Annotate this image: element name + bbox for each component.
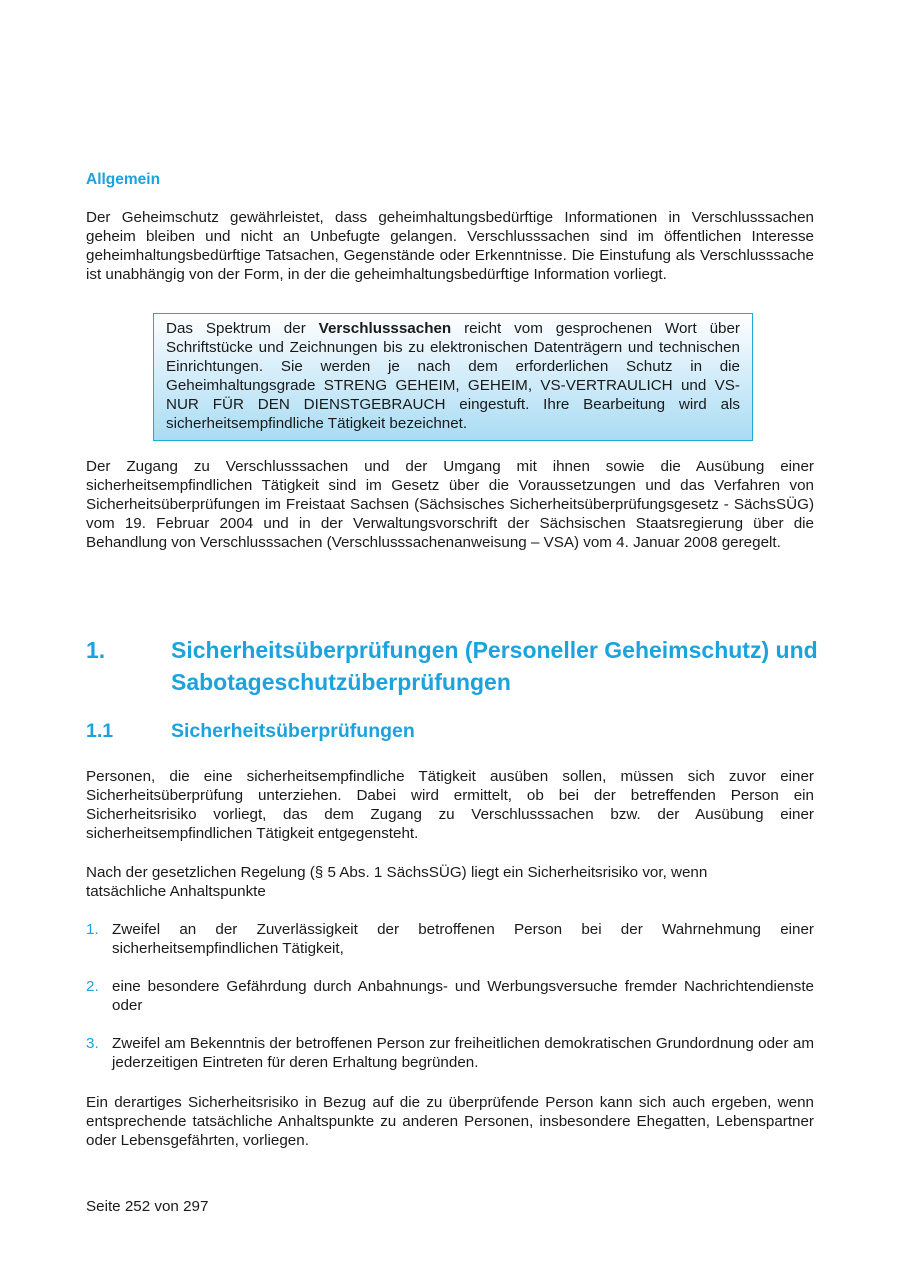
paragraph-legal-rule: Nach der gesetzlichen Regelung (§ 5 Abs. 1 SächsSÜG) liegt ein Sicherheitsrisiko vor, wenn tatsächliche Anhaltspunkte [86, 864, 708, 901]
chapter-number: 1. [86, 637, 106, 663]
list-item-text: Zweifel an der Zuverlässigkeit der betroffenen Person bei der Wahrnehmung einer sicherheitsempfindlichen Tätigkeit, [112, 921, 814, 958]
page-number-footer: Seite 252 von 297 [86, 1198, 209, 1215]
list-item [86, 1034, 814, 1072]
info-box-text-before: Das Spektrum der [166, 320, 319, 337]
chapter-title: Sicherheitsüberprüfungen (Personeller Geheimschutz) und Sabotageschutzüberprüfungen [171, 637, 818, 695]
subsection-number: 1.1 [86, 720, 114, 742]
list-item [86, 977, 814, 1015]
section-heading-allgemein: Allgemein [86, 171, 161, 188]
list-item-text: Zweifel am Bekenntnis der betroffenen Person zur freiheitlichen demokratischen Grundordnung oder am jederzeitigen Eintreten für deren Erhaltung begründen. [112, 1035, 814, 1072]
paragraph-related-persons: Ein derartiges Sicherheitsrisiko in Bezug auf die zu überprüfende Person kann sich auch ergeben, wenn entsprechende tatsächliche Anhaltspunkte zu anderen Personen, insbesondere Ehegatten, Lebenspartner oder Lebensgefährten, vorliegen. [86, 1094, 814, 1150]
paragraph-security-check: Personen, die eine sicherheitsempfindliche Tätigkeit ausüben sollen, müssen sich zuvor einer Sicherheitsüberprüfung unterziehen. Dabei wird ermittelt, ob bei der betreffenden Person ein Sicherheitsrisiko vorliegt, das dem Zugang zu Verschlusssachen bzw. der Ausübung einer sicherheitsempfindlichen Tätigkeit entgegensteht. [86, 768, 814, 843]
intro-paragraph: Der Geheimschutz gewährleistet, dass geheimhaltungsbedürftige Informationen in Verschlusssachen geheim bleiben und nicht an Unbefugte gelangen. Verschlusssachen sind im öffentlichen Interesse geheimhaltungsbedürftige Tatsachen, Gegenstände oder Erkenntnisse. Die Einstufung als Verschlusssache ist unabhängig von der Form, in der die geheimhaltungsbedürftige Information vorliegt. [86, 209, 814, 284]
subsection-title: Sicherheitsüberprüfungen [171, 720, 415, 742]
list-item [86, 920, 814, 958]
info-box [153, 313, 753, 441]
list-item-number: 3. [86, 1035, 99, 1052]
list-item-number: 1. [86, 921, 99, 938]
list-item-text: eine besondere Gefährdung durch Anbahnungs- und Werbungsversuche fremder Nachrichtendienste oder [112, 978, 814, 1015]
info-box-bold-term: Verschlusssachen [318, 320, 452, 337]
access-paragraph: Der Zugang zu Verschlusssachen und der Umgang mit ihnen sowie die Ausübung einer sicherheitsempfindlichen Tätigkeit sind im Gesetz über die Voraussetzungen und das Verfahren von Sicherheitsüberprüfungen im Freistaat Sachsen (Sächsisches Sicherheitsüberprüfungsgesetz - SächsSÜG) vom 19. Februar 2004 und in der Verwaltungsvorschrift der Sächsischen Staatsregierung über die Behandlung von Verschlusssachen (Verschlusssachenanweisung – VSA) vom 4. Januar 2008 geregelt. [86, 458, 814, 552]
list-item-number: 2. [86, 978, 99, 995]
info-box-text-after: reicht vom gesprochenen Wort über Schriftstücke und Zeichnungen bis zu elektronischen Datenträgern und technischen Einrichtungen. Sie werden je nach dem erforderlichen Schutz in die Geheimhaltungsgrade STRENG GEHEIM, GEHEIM, VS-VERTRAULICH und VS-NUR FÜR DEN DIENSTGEBRAUCH eingestuft. Ihre Bearbeitung wird als sicherheitsempfindliche Tätigkeit bezeichnet. [166, 320, 740, 433]
